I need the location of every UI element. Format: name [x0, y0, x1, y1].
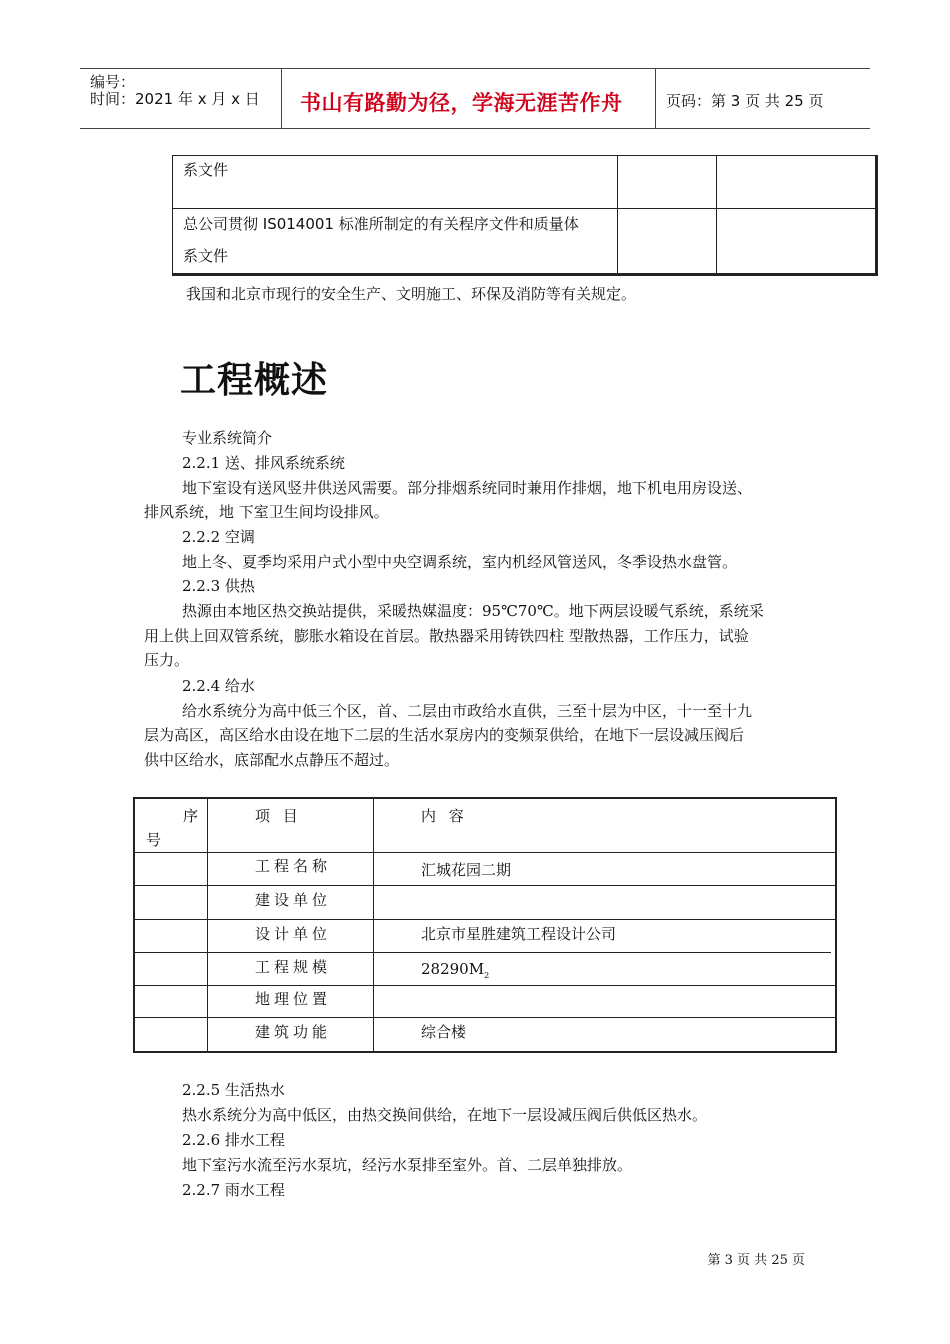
table-divider [373, 799, 374, 1051]
table-item-cell: 建设单位 [255, 891, 332, 909]
section-heading: 2.2.1 送、排风系统系统 [182, 454, 345, 472]
table-header-item: 项 目 [255, 807, 302, 825]
paragraph-line: 地上冬、夏季均采用户式小型中央空调系统，室内机经风管送风，冬季设热水盘管。 [182, 553, 738, 571]
doc-number-label: 编号： [90, 73, 136, 91]
paragraph-line: 排风系统，地 下室卫生间均设排风。 [144, 503, 389, 521]
paragraph-line: 供中区给水，底部配水点静压不超过。 [144, 751, 400, 769]
page-footer: 第 3 页 共 25 页 [707, 1253, 805, 1268]
table-row-divider [135, 885, 835, 886]
paragraph-line: 层为高区，高区给水由设在地下二层的生活水泵房内的变频泵供给，在地下一层设减压阀后 [144, 726, 745, 744]
paragraph-line: 热源由本地区热交换站提供，采暖热媒温度：95℃70℃。地下两层设暖气系统，系统采 [182, 602, 764, 620]
header-divider-left [281, 68, 282, 129]
paragraph-line: 压力。 [144, 651, 190, 669]
table-item-cell: 建筑功能 [255, 1023, 332, 1041]
section-heading: 2.2.6 排水工程 [182, 1131, 285, 1149]
section-heading: 2.2.2 空调 [182, 528, 255, 546]
table-item-cell: 设计单位 [255, 925, 332, 943]
scale-value: 28290M [421, 960, 485, 978]
section-heading: 2.2.5 生活热水 [182, 1081, 285, 1099]
table-cell: 系文件 [183, 247, 229, 265]
section-heading: 2.2.7 雨水工程 [182, 1181, 285, 1199]
table-divider [207, 799, 208, 1051]
section-heading: 2.2.3 供热 [182, 577, 255, 595]
table-row-divider [135, 919, 835, 920]
table-cell: 总公司贯彻 IS014001 标准所制定的有关程序文件和质量体 [183, 215, 579, 233]
table-row-divider [135, 852, 835, 853]
paragraph-line: 给水系统分为高中低三个区，首、二层由市政给水直供，三至十层为中区，十一至十九 [182, 702, 753, 720]
table-row-divider [135, 1017, 835, 1018]
table-item-cell: 工程规模 [255, 958, 332, 976]
table-item-cell: 地理位置 [255, 990, 332, 1008]
paragraph-line: 地下室设有送风竖井供送风需要。部分排烟系统同时兼用作排烟，地下机电用房设送、 [182, 479, 753, 497]
header-divider-right [655, 68, 656, 129]
documents-table-fragment [172, 155, 878, 276]
table-header-content: 内 容 [421, 807, 468, 825]
section-heading: 2.2.4 给水 [182, 677, 255, 695]
regulation-line: 我国和北京市现行的安全生产、文明施工、环保及消防等有关规定。 [186, 285, 637, 303]
table-item-cell: 工程名称 [255, 857, 332, 875]
header-page-number: 页码：第 3 页 共 25 页 [666, 92, 824, 110]
project-info-table [133, 797, 837, 1053]
subsection-intro: 专业系统简介 [182, 429, 273, 447]
table-header-seq: 号 [146, 831, 162, 849]
table-row-divider [135, 952, 831, 953]
table-content-cell: 综合楼 [421, 1023, 467, 1041]
scale-unit-subscript: 2 [484, 971, 490, 980]
table-content-cell [421, 959, 489, 986]
section-title: 工程概述 [180, 360, 329, 401]
table-cell: 系文件 [183, 161, 229, 179]
paragraph-line: 用上供上回双管系统，膨胀水箱设在首层。散热器采用铸铁四柱 型散热器，工作压力，试验 [144, 627, 749, 645]
table-divider [716, 156, 717, 273]
paragraph-line: 地下室污水流至污水泵坑，经污水泵排至室外。首、二层单独排放。 [182, 1156, 633, 1174]
header-top-rule [80, 68, 870, 69]
table-content-cell: 汇城花园二期 [421, 861, 512, 879]
doc-date-label: 时间：2021 年 x 月 x 日 [90, 90, 260, 108]
paragraph-line: 热水系统分为高中低区，由热交换间供给，在地下一层设减压阀后供低区热水。 [182, 1106, 708, 1124]
header-motto: 书山有路勤为径，学海无涯苦作舟 [300, 91, 623, 115]
table-content-cell: 北京市星胜建筑工程设计公司 [421, 925, 617, 943]
table-header-seq: 序 [183, 807, 199, 825]
header-bottom-rule [80, 128, 870, 129]
table-divider [617, 156, 618, 273]
